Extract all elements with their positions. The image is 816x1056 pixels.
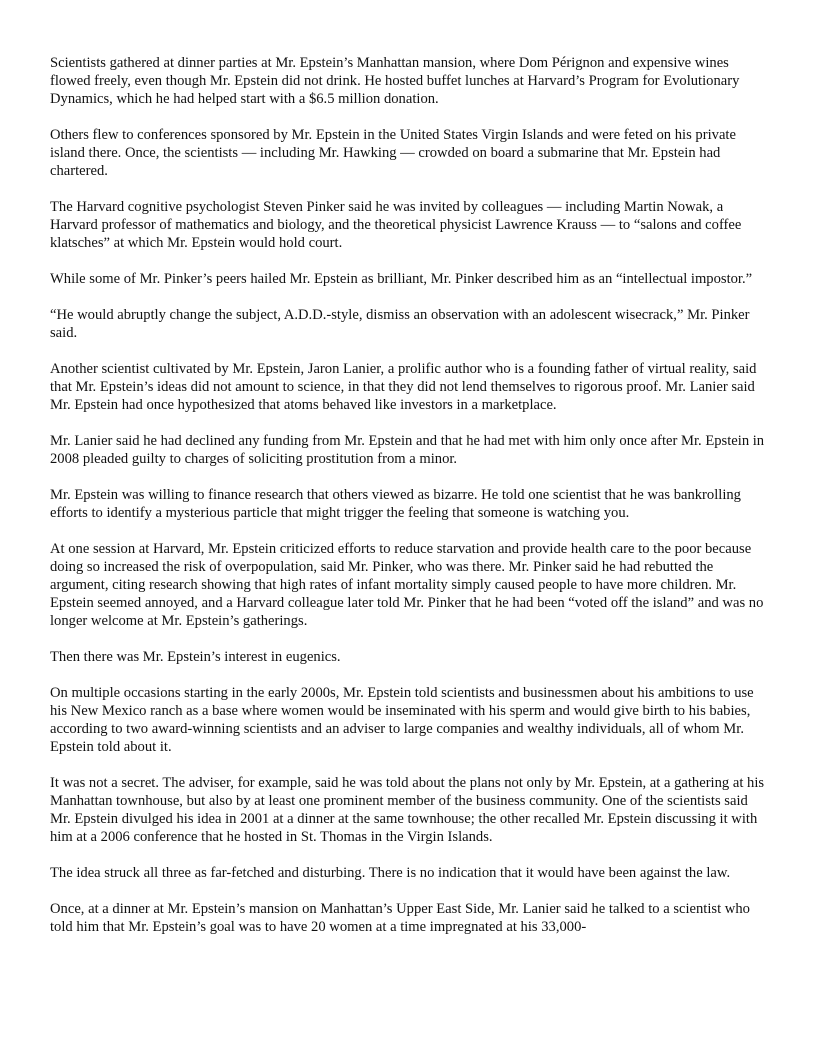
paragraph: Others flew to conferences sponsored by Mr. Epstein in the United States Virgin Islands and were feted on his private island there. Once, the scientists — including Mr. Hawking — crowded on board a submarine that Mr. Epstein had chartered.	[50, 127, 736, 179]
paragraph: While some of Mr. Pinker’s peers hailed Mr. Epstein as brilliant, Mr. Pinker described him as an “intellectual impostor.”	[50, 271, 753, 287]
paragraph: It was not a secret. The adviser, for example, said he was told about the plans not only by Mr. Epstein, at a gathering at his Manhattan townhouse, but also by at least one prominent member of the business community. One of the scientists said Mr. Epstein divulged his idea in 2001 at a dinner at the same townhouse; the other recalled Mr. Epstein discussing it with him at a 2006 conference that he hosted in St. Thomas in the Virgin Islands.	[50, 775, 765, 845]
paragraph: “He would abruptly change the subject, A.D.D.-style, dismiss an observation with an adolescent wisecrack,” Mr. Pinker said.	[50, 307, 750, 341]
paragraph: Then there was Mr. Epstein’s interest in eugenics.	[50, 649, 341, 665]
paragraph: Mr. Epstein was willing to finance research that others viewed as bizarre. He told one scientist that he was bankrolling efforts to identify a mysterious particle that might trigger the feeling that someone is watching you.	[50, 487, 741, 521]
paragraph: Another scientist cultivated by Mr. Epstein, Jaron Lanier, a prolific author who is a founding father of virtual reality, said that Mr. Epstein’s ideas did not amount to science, in that they did not lend themselves to rigorous proof. Mr. Lanier said Mr. Epstein had once hypothesized that atoms behaved like investors in a marketplace.	[50, 361, 757, 413]
paragraph: The idea struck all three as far-fetched and disturbing. There is no indication that it would have been against the law.	[50, 865, 731, 881]
paragraph: At one session at Harvard, Mr. Epstein criticized efforts to reduce starvation and provide health care to the poor because doing so increased the risk of overpopulation, said Mr. Pinker, who was there. Mr. Pinker said he had rebutted the argument, citing research showing that high rates of infant mortality simply caused people to have more children. Mr. Epstein seemed annoyed, and a Harvard colleague later told Mr. Pinker that he had been “voted off the island” and was no longer welcome at Mr. Epstein’s gatherings.	[50, 541, 764, 629]
paragraph: On multiple occasions starting in the early 2000s, Mr. Epstein told scientists and businessmen about his ambitions to use his New Mexico ranch as a base where women would be inseminated with his sperm and would give birth to his babies, according to two award-winning scientists and an adviser to large companies and wealthy individuals, all of whom Mr. Epstein told about it.	[50, 685, 754, 755]
paragraph: The Harvard cognitive psychologist Steven Pinker said he was invited by colleagues — including Martin Nowak, a Harvard professor of mathematics and biology, and the theoretical physicist Lawrence Krauss — to “salons and coffee klatsches” at which Mr. Epstein would hold court.	[50, 199, 742, 251]
paragraph: Scientists gathered at dinner parties at Mr. Epstein’s Manhattan mansion, where Dom Pérignon and expensive wines flowed freely, even though Mr. Epstein did not drink. He hosted buffet lunches at Harvard’s Program for Evolutionary Dynamics, which he had helped start with a $6.5 million donation.	[50, 55, 740, 107]
paragraph: Once, at a dinner at Mr. Epstein’s mansion on Manhattan’s Upper East Side, Mr. Lanier said he talked to a scientist who told him that Mr. Epstein’s goal was to have 20 women at a time impregnated at his 33,000-	[50, 901, 750, 935]
paragraph: Mr. Lanier said he had declined any funding from Mr. Epstein and that he had met with him only once after Mr. Epstein in 2008 pleaded guilty to charges of soliciting prostitution from a minor.	[50, 433, 765, 467]
document-body	[50, 54, 768, 954]
